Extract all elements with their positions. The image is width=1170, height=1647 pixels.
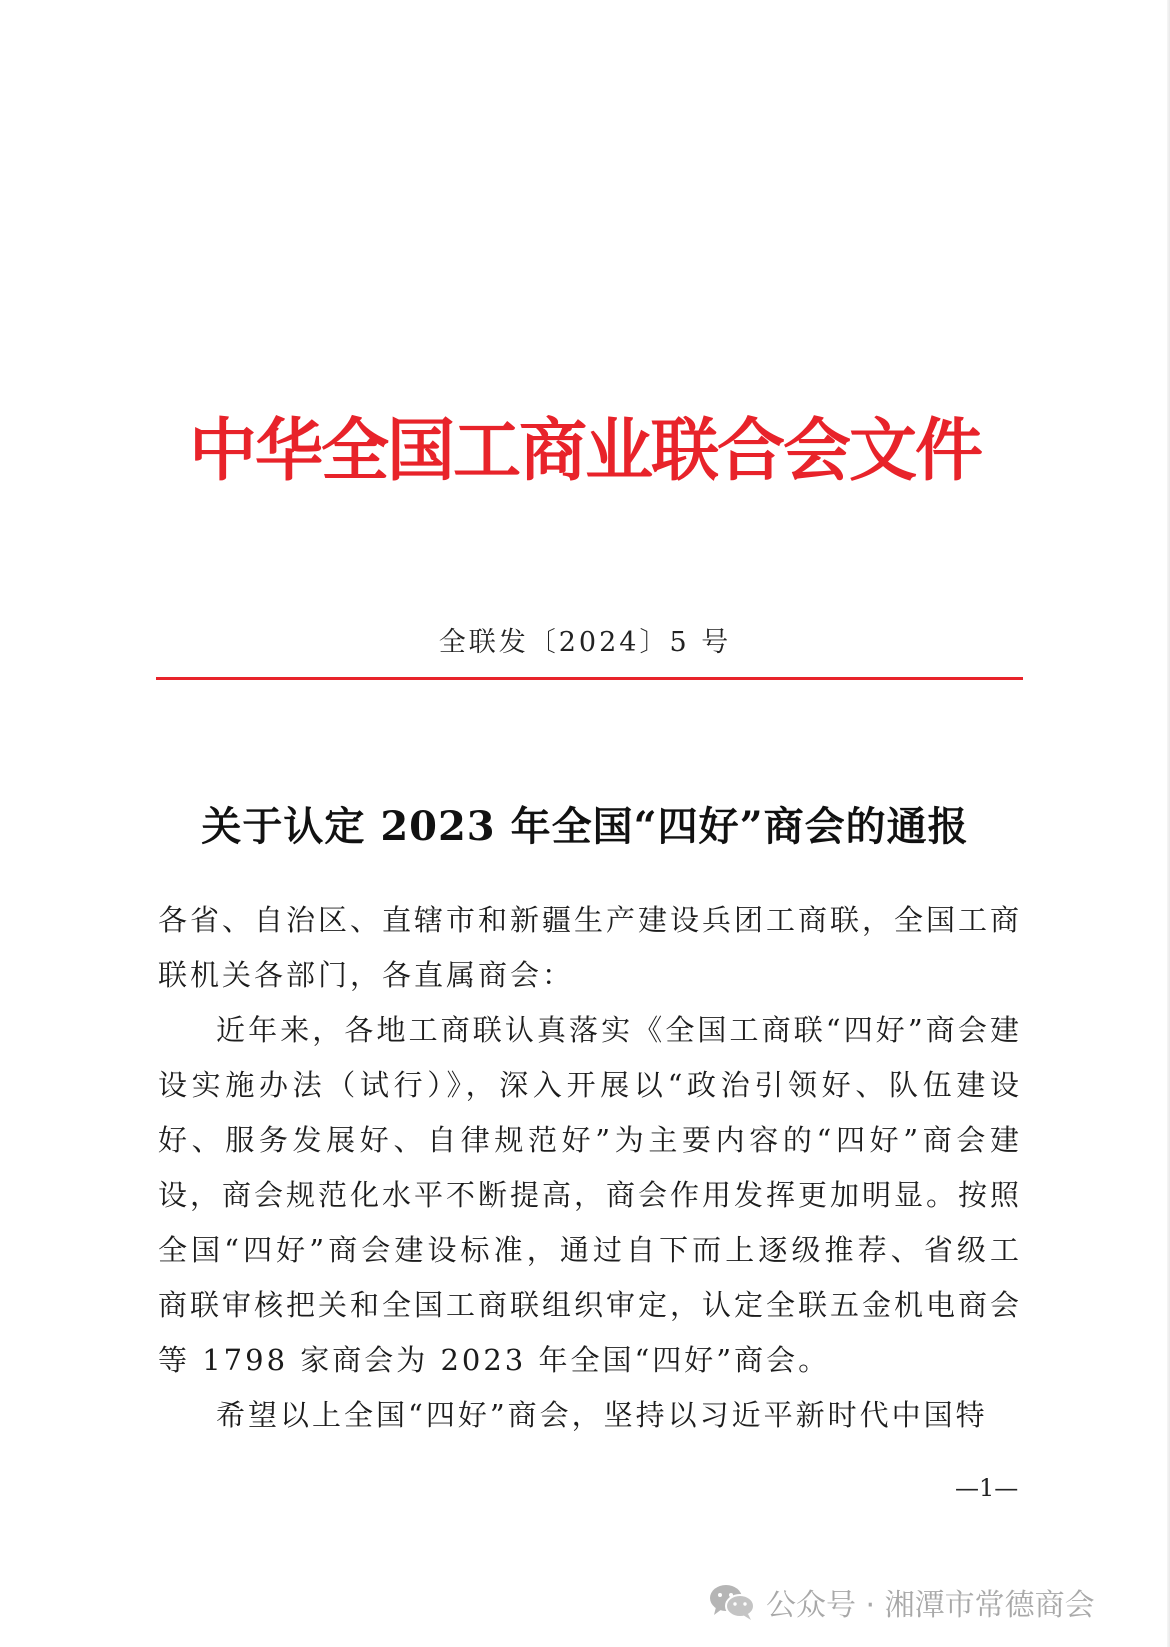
wechat-watermark	[708, 1580, 1095, 1624]
watermark-text: 公众号 · 湘潭市常德商会	[766, 1588, 1095, 1623]
issuer-header: 中华全国工商业联合会文件	[188, 412, 981, 491]
document-title: 关于认定 2023 年全国“四好”商会的通报	[201, 803, 969, 850]
wechat-icon	[708, 1582, 756, 1622]
red-divider	[156, 677, 1023, 680]
document-body	[158, 893, 1022, 1443]
body-paragraph-1: 近年来，各地工商联认真落实《全国工商联“四好”商会建设实施办法（试行）》，深入开展以“政治引领好、队伍建设好、服务发展好、自律规范好”为主要内容的“四好”商会建设，商会规范化水平不断提高，商会作用发挥更加明显。按照全国“四好”商会建设标准，通过自下而上逐级推荐、省级工商联审核把关和全国工商联组织审定，认定全联五金机电商会等 1798 家商会为 2023 年全国“四好”商会。	[158, 1013, 1023, 1377]
body-paragraph-2: 希望以上全国“四好”商会，坚持以习近平新时代中国特	[216, 1398, 988, 1432]
document-number: 全联发〔2024〕5 号	[438, 627, 732, 658]
salutation: 各省、自治区、直辖市和新疆生产建设兵团工商联，全国工商联机关各部门，各直属商会：	[158, 903, 1023, 992]
page-number: —1—	[955, 1474, 1019, 1502]
